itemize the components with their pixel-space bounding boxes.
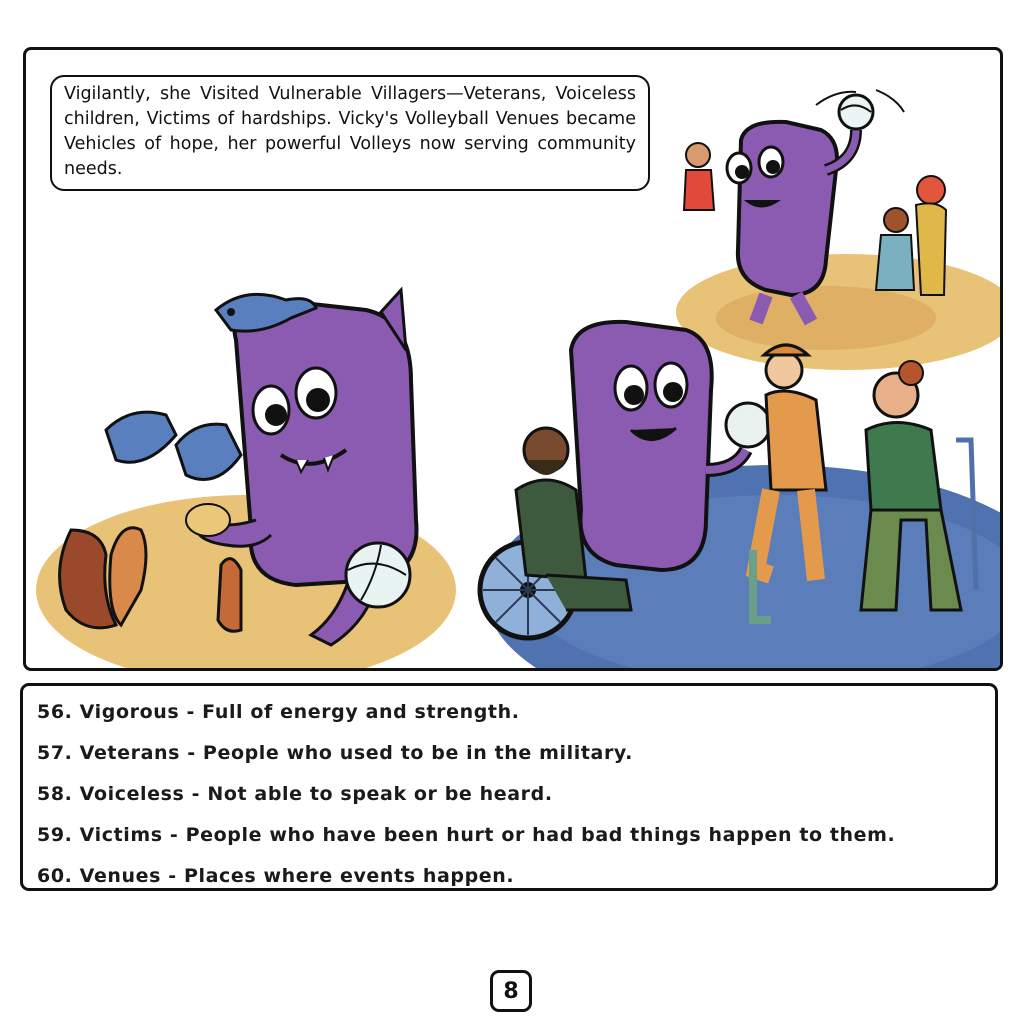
volleyball-top <box>816 90 904 129</box>
page-number: 8 <box>490 970 532 1012</box>
vocab-item: 59. Victims - People who have been hurt or had bad things happen to them. <box>37 824 896 846</box>
vocab-item: 60. Venues - Places where events happen. <box>37 865 515 887</box>
vocabulary-box <box>20 683 998 891</box>
volleyball-left <box>346 543 410 607</box>
vocab-item: 57. Veterans - People who used to be in the military. <box>37 742 633 764</box>
illustration-panel <box>23 47 1003 671</box>
vocab-item: 58. Voiceless - Not able to speak or be heard. <box>37 783 553 805</box>
story-caption: Vigilantly, she Visited Vulnerable Villagers—Veterans, Voiceless children, Victims of hardships. Vicky's Volleyball Venues became Vehicles of hope, her powerful Volleys now serving community needs. <box>50 75 650 191</box>
vocab-item: 56. Vigorous - Full of energy and strength. <box>37 701 520 723</box>
